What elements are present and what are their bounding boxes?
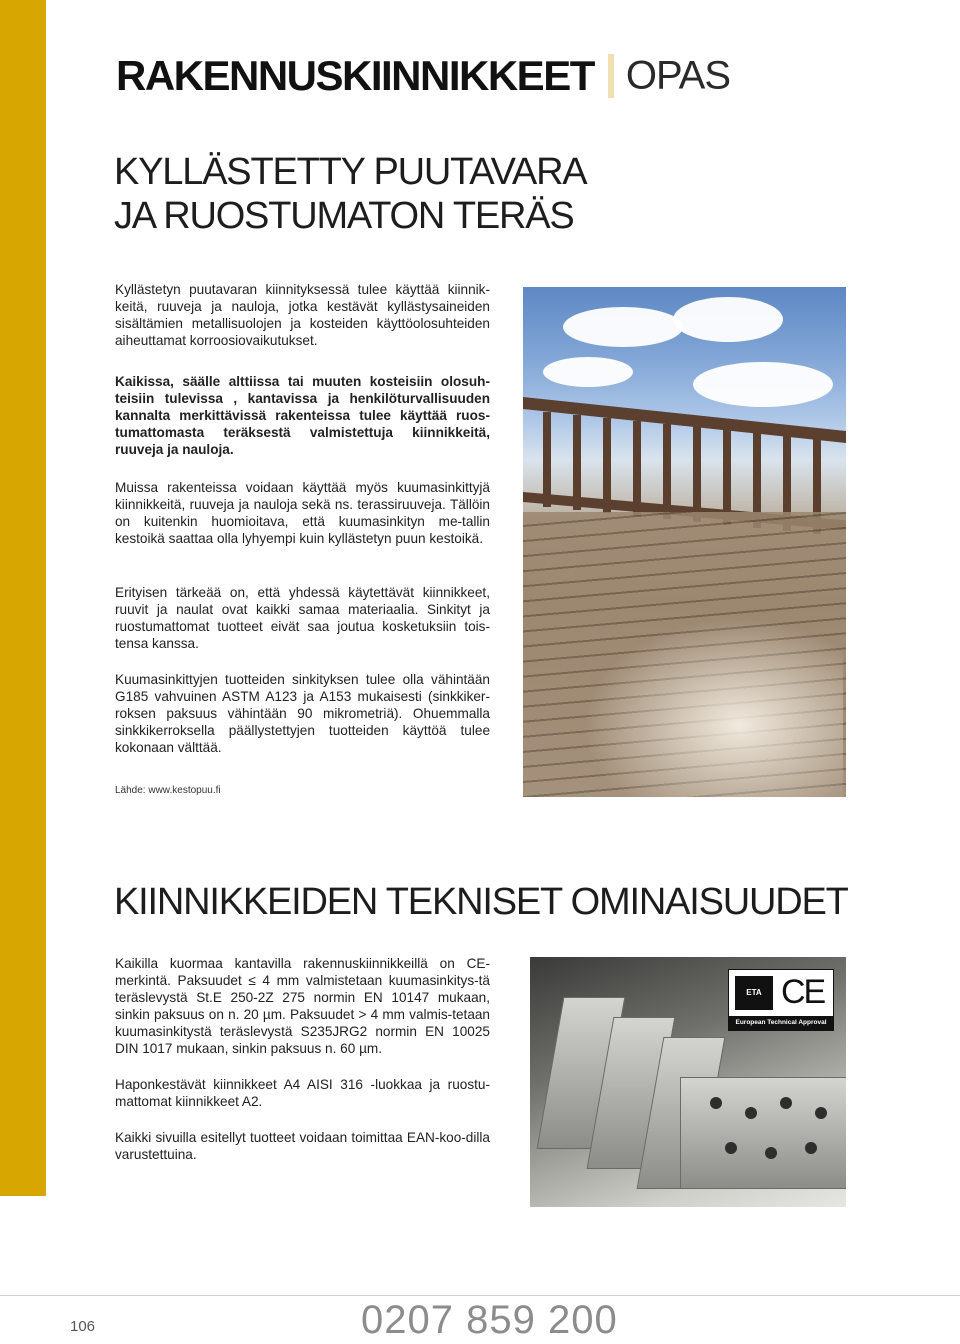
ce-mark: CE <box>781 973 825 1011</box>
footer-divider <box>0 1295 960 1296</box>
section1-material <box>115 584 490 652</box>
paragraph-intro: Kyllästetyn puutavaran kiinnityksessä tulee käyttää kiinnik-keitä, ruuveja ja nauloja, jotka kestävät kyllästysaineiden sisältämien metallisuolojen ja kosteiden käyttöolosuhteiden aiheuttamat korroosiovaikutukset. <box>115 282 490 348</box>
paragraph-acid: Haponkestävät kiinnikkeet A4 AISI 316 -luokkaa ja ruostu-mattomat kiinnikkeet A2. <box>115 1077 490 1109</box>
paragraph-bold: Kaikissa, säälle alttiissa tai muuten kosteisiin olosuh-teisiin tulevissa , kantavissa ja henkilöturvallisuuden kannalta merkittävissä rakenteissa tulee käyttää ruos-tumattomasta teräksestä valmistettuja kiinnikkeitä, ruuveja ja nauloja. <box>115 374 490 457</box>
cloud <box>673 297 783 342</box>
deck-photo <box>523 287 846 797</box>
phone-number: 0207 859 200 <box>361 1298 618 1342</box>
cloud <box>543 357 633 387</box>
sunlight-glare <box>583 617 843 797</box>
header-subtitle: OPAS <box>625 53 731 98</box>
eta-logo: ETA <box>735 976 773 1010</box>
certification-badge <box>728 969 834 1031</box>
bracket-plate-front <box>680 1077 846 1189</box>
section1-title-line1: KYLLÄSTETTY PUUTAVARA <box>114 151 587 193</box>
bracket-hole <box>805 1142 817 1154</box>
cloud <box>693 362 833 407</box>
accent-side-bar <box>0 0 46 1196</box>
bracket-hole <box>725 1142 737 1154</box>
paragraph-zinc: Kuumasinkittyjen tuotteiden sinkityksen tulee olla vähintään G185 vahvuinen ASTM A123 ja A153 mukaisesti (sinkkiker-roksen paksuus vähintään 90 mikrometriä). Ohuemmalla sinkkikerroksella päällystettyjen tuotteiden käyttöä tulee kokonaan välttää. <box>115 672 490 755</box>
section1-bold-block <box>115 373 490 458</box>
paragraph-ce: Kaikilla kuormaa kantavilla rakennuskiinnikkeillä on CE-merkintä. Paksuudet ≤ 4 mm valmistetaan kuumasinkitys-tä teräslevystä St.E 250-2Z 275 normin EN 10147 mukaan, sinkin paksuus on n. 20 µm. Paksuudet > 4 mm valmis-tetaan kuumasinkitystä teräslevystä S235JRG2 normin EN 10025 DIN 1017 mukaan, sinkin paksuus n. 60 µm. <box>115 956 490 1056</box>
bracket-hole <box>765 1147 777 1159</box>
section2-ean <box>115 1129 490 1163</box>
page-header <box>116 52 730 104</box>
approval-label: European Technical Approval <box>729 1016 833 1030</box>
header-divider <box>608 54 614 98</box>
source-note: Lähde: www.kestopuu.fi <box>115 785 221 796</box>
bracket-hole <box>815 1107 827 1119</box>
page-number: 106 <box>70 1318 96 1335</box>
section2-acid <box>115 1076 490 1110</box>
brand-title: RAKENNUSKIINNIKKEET <box>116 52 594 99</box>
bracket-hole <box>710 1097 722 1109</box>
cloud <box>563 307 683 347</box>
section2-ce <box>115 955 490 1057</box>
section1-zinc <box>115 671 490 756</box>
section1-galvanized <box>115 479 490 547</box>
paragraph-galvanized: Muissa rakenteissa voidaan käyttää myös kuumasinkittyjä kiinnikkeitä, ruuveja ja nauloja sekä ns. terassiruuveja. Tällöin on kuitenkin huomioitava, että kuumasinkityn me-tallin kestoikä saattaa olla lyhyempi kuin kyllästetyn puun kestoikä. <box>115 480 490 546</box>
railing-post <box>543 412 551 507</box>
section1-title-line2: JA RUOSTUMATON TERÄS <box>114 195 574 237</box>
section1-title <box>114 150 586 238</box>
paragraph-ean: Kaikki sivuilla esitellyt tuotteet voidaan toimittaa EAN-koo-dilla varustettuina. <box>115 1130 490 1162</box>
bracket-hole <box>780 1097 792 1109</box>
section1-intro <box>115 281 490 349</box>
section2-title: KIINNIKKEIDEN TEKNISET OMINAISUUDET <box>114 881 848 923</box>
paragraph-material: Erityisen tärkeää on, että yhdessä käytettävät kiinnikkeet, ruuvit ja naulat ovat kaikki samaa materiaalia. Sinkityt ja ruostumattomat tuotteet eivät saa joutua kosketuksiin tois-tensa kanssa. <box>115 585 490 651</box>
bracket-hole <box>745 1107 757 1119</box>
